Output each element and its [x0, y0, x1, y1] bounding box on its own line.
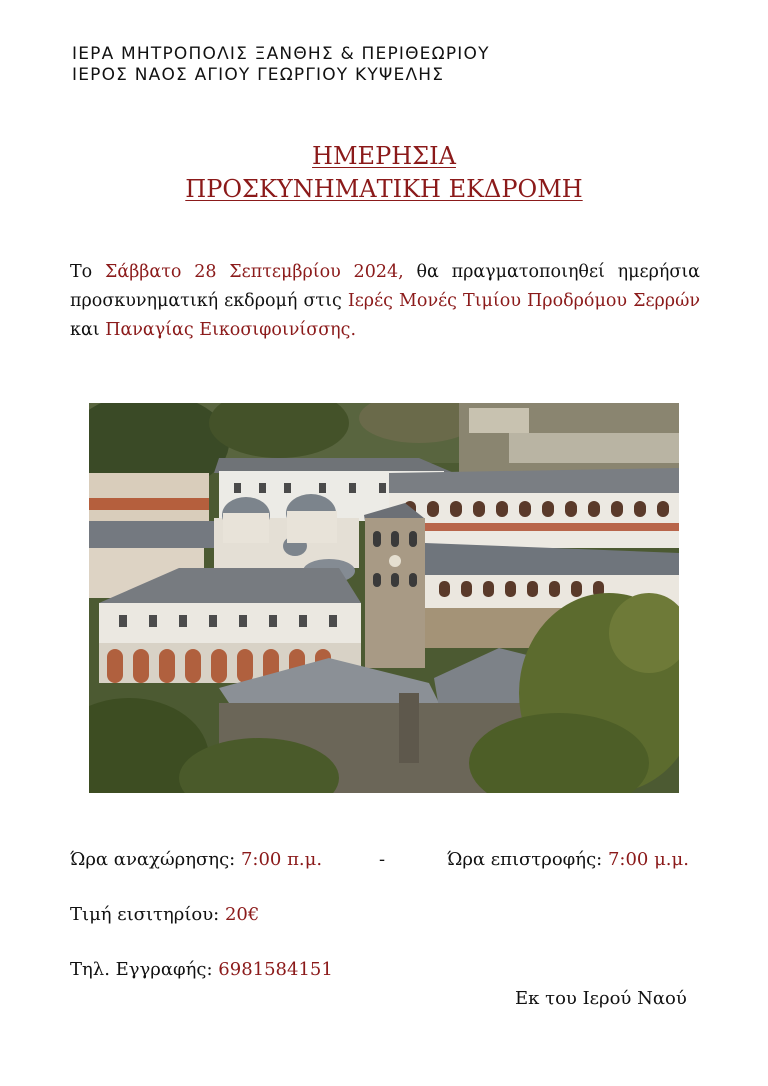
intro-text-1: Το	[70, 262, 105, 282]
intro-text-2: θα πραγματοποιηθεί ημερήσια προσκυνηματική εκδρομή στις	[70, 262, 700, 311]
departure-value: 7:00 π.μ.	[240, 849, 323, 870]
monastery-2: Παναγίας Εικοσιφοινίσσης.	[105, 320, 357, 340]
price-value: 20€	[224, 904, 260, 925]
ticket-price	[70, 904, 259, 925]
title-line-1: ΗΜΕΡΗΣΙΑ	[312, 142, 456, 170]
page-title	[0, 140, 768, 206]
price-label: Τιμή εισιτηρίου:	[70, 904, 225, 925]
header-line-metropolis: ΙΕΡΑ ΜΗΤΡΟΠΟΛΙΣ ΞΑΝΘΗΣ & ΠΕΡΙΘΕΩΡΙΟΥ	[72, 44, 490, 64]
trip-date: Σάββατο 28 Σεπτεμβρίου 2024,	[105, 262, 404, 282]
phone-value: 6981584151	[218, 959, 333, 980]
header-line-church: ΙΕΡΟΣ ΝΑΟΣ ΑΓΙΟΥ ΓΕΩΡΓΙΟΥ ΚΥΨΕΛΗΣ	[72, 65, 445, 85]
signature: Εκ του Ιερού Ναού	[515, 988, 687, 1009]
return-label: Ώρα επιστροφής:	[447, 849, 608, 870]
intro-text-3: και	[70, 320, 106, 340]
monastery-photo	[89, 403, 679, 793]
time-separator: -	[379, 849, 386, 870]
title-line-2: ΠΡΟΣΚΥΝΗΜΑΤΙΚΗ ΕΚΔΡΟΜΗ	[185, 175, 583, 203]
return-value: 7:00 μ.μ.	[607, 849, 689, 870]
monastery-1: Ιερές Μονές Τιμίου Προδρόμου Σερρών	[347, 291, 700, 311]
intro-paragraph	[70, 258, 700, 345]
phone-label: Τηλ. Εγγραφής:	[70, 959, 219, 980]
header	[72, 44, 490, 86]
departure-label: Ώρα αναχώρησης:	[70, 849, 241, 870]
registration-phone	[70, 959, 333, 980]
departure-time	[70, 849, 322, 870]
return-time	[447, 849, 689, 870]
